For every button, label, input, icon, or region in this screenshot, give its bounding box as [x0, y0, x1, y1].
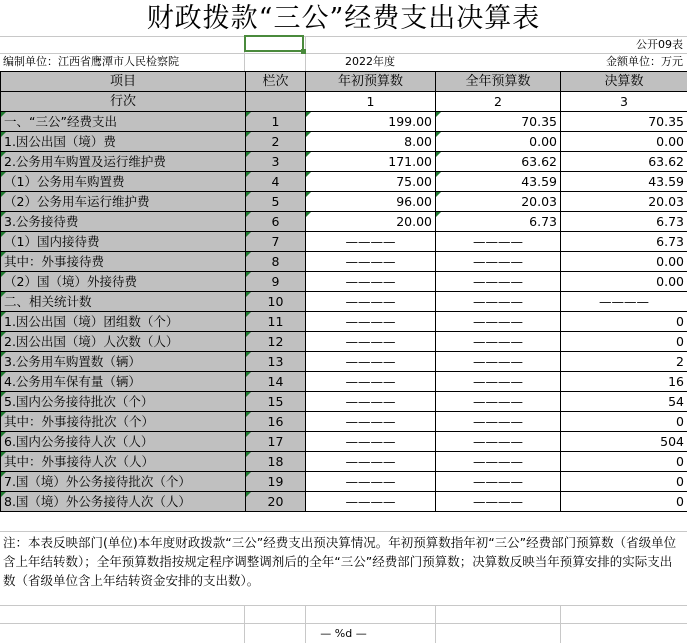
row-item-label[interactable]: 7.国（境）外公务接待批次（个）: [1, 472, 246, 492]
table-row: [1, 292, 687, 312]
row-item-label[interactable]: （1）国内接待费: [1, 232, 246, 252]
table-row: [1, 492, 687, 512]
row-annual-budget[interactable]: ————: [436, 432, 561, 452]
row-annual-budget[interactable]: ————: [436, 412, 561, 432]
page-number-footer: — %d —: [320, 627, 367, 640]
row-initial-budget[interactable]: ————: [306, 412, 436, 432]
row-final-accounts[interactable]: 0: [561, 472, 687, 492]
row-final-accounts[interactable]: 0.00: [561, 272, 687, 292]
column-number-1: 1: [306, 92, 436, 112]
row-initial-budget[interactable]: 75.00: [306, 172, 436, 192]
row-line-number[interactable]: 20: [246, 492, 306, 512]
row-final-accounts[interactable]: 504: [561, 432, 687, 452]
row-initial-budget[interactable]: ————: [306, 272, 436, 292]
table-row: [1, 392, 687, 412]
row-initial-budget[interactable]: ————: [306, 332, 436, 352]
row-line-number[interactable]: 9: [246, 272, 306, 292]
row-annual-budget[interactable]: ————: [436, 452, 561, 472]
row-item-label[interactable]: 1.因公出国（境）费: [1, 132, 246, 152]
row-item-label[interactable]: 1.因公出国（境）团组数（个）: [1, 312, 246, 332]
row-final-accounts[interactable]: 0: [561, 312, 687, 332]
row-final-accounts[interactable]: 16: [561, 372, 687, 392]
header-initial-budget: 年初预算数: [306, 72, 436, 92]
row-annual-budget[interactable]: ————: [436, 472, 561, 492]
row-annual-budget[interactable]: ————: [436, 332, 561, 352]
row-line-number[interactable]: 1: [246, 112, 306, 132]
row-line-number[interactable]: 8: [246, 252, 306, 272]
row-initial-budget[interactable]: ————: [306, 232, 436, 252]
gridline: [0, 53, 687, 54]
row-item-label[interactable]: 2.公务用车购置及运行维护费: [1, 152, 246, 172]
row-item-label[interactable]: （1）公务用车购置费: [1, 172, 246, 192]
row-line-number[interactable]: 6: [246, 212, 306, 232]
row-annual-budget[interactable]: 63.62: [436, 152, 561, 172]
row-final-accounts[interactable]: 43.59: [561, 172, 687, 192]
row-line-number[interactable]: 14: [246, 372, 306, 392]
selected-cell[interactable]: [244, 35, 304, 52]
row-annual-budget[interactable]: 0.00: [436, 132, 561, 152]
table-row: [1, 232, 687, 252]
row-initial-budget[interactable]: 199.00: [306, 112, 436, 132]
table-row: [1, 472, 687, 492]
row-annual-budget[interactable]: ————: [436, 312, 561, 332]
row-initial-budget[interactable]: ————: [306, 372, 436, 392]
row-annual-budget[interactable]: 43.59: [436, 172, 561, 192]
table-note: 注：本表反映部门(单位)本年度财政拨款“三公”经费支出预决算情况。年初预算数指年初“三公”经费部门预算数（省级单位含上年结转数）；全年预算数指按规定程序调整调剂后的全年“三公”经费部门预算数；决算数反映当年预算安排的实际支出数（省级单位含上年结转资金安排的支出数）。: [3, 535, 677, 588]
row-initial-budget[interactable]: ————: [306, 432, 436, 452]
row-line-number[interactable]: 16: [246, 412, 306, 432]
row-final-accounts[interactable]: 0: [561, 492, 687, 512]
gridline: [0, 531, 687, 532]
row-initial-budget[interactable]: 8.00: [306, 132, 436, 152]
row-final-accounts[interactable]: 0: [561, 452, 687, 472]
row-initial-budget[interactable]: ————: [306, 392, 436, 412]
expenditure-table: [0, 71, 687, 512]
row-initial-budget[interactable]: ————: [306, 312, 436, 332]
row-line-number[interactable]: 10: [246, 292, 306, 312]
table-row: [1, 112, 687, 132]
table-row: [1, 132, 687, 152]
row-annual-budget[interactable]: ————: [436, 292, 561, 312]
row-final-accounts[interactable]: 6.73: [561, 232, 687, 252]
row-line-number[interactable]: 18: [246, 452, 306, 472]
row-final-accounts[interactable]: 63.62: [561, 152, 687, 172]
row-initial-budget[interactable]: ————: [306, 492, 436, 512]
row-line-number[interactable]: 17: [246, 432, 306, 452]
row-initial-budget[interactable]: 171.00: [306, 152, 436, 172]
row-initial-budget[interactable]: ————: [306, 352, 436, 372]
header-final-accounts: 决算数: [561, 72, 687, 92]
table-row: [1, 432, 687, 452]
report-year: 2022年度: [345, 55, 395, 68]
row-annual-budget[interactable]: ————: [436, 372, 561, 392]
row-annual-budget[interactable]: 6.73: [436, 212, 561, 232]
row-annual-budget[interactable]: ————: [436, 252, 561, 272]
row-initial-budget[interactable]: 96.00: [306, 192, 436, 212]
row-item-label[interactable]: 5.国内公务接待批次（个）: [1, 392, 246, 412]
gridline: [0, 605, 687, 606]
table-row: [1, 172, 687, 192]
row-final-accounts[interactable]: ————: [561, 292, 687, 312]
table-row: [1, 192, 687, 212]
row-initial-budget[interactable]: ————: [306, 472, 436, 492]
table-row: [1, 372, 687, 392]
column-number-3: 3: [561, 92, 687, 112]
row-item-label[interactable]: 4.公务用车保有量（辆）: [1, 372, 246, 392]
row-item-label[interactable]: 其中：外事接待费: [1, 252, 246, 272]
column-number-2: 2: [436, 92, 561, 112]
header-row-label: 行次: [1, 92, 246, 112]
table-row: [1, 252, 687, 272]
row-final-accounts[interactable]: 0.00: [561, 252, 687, 272]
table-row: [1, 412, 687, 432]
row-final-accounts[interactable]: 54: [561, 392, 687, 412]
header-blank: [246, 92, 306, 112]
row-line-number[interactable]: 3: [246, 152, 306, 172]
compiling-unit: 编制单位：江西省鹰潭市人民检察院: [3, 55, 179, 68]
row-item-label[interactable]: 3.公务用车购置数（辆）: [1, 352, 246, 372]
row-final-accounts[interactable]: 6.73: [561, 212, 687, 232]
row-final-accounts[interactable]: 70.35: [561, 112, 687, 132]
row-initial-budget[interactable]: 20.00: [306, 212, 436, 232]
page-title: 财政拨款“三公”经费支出决算表: [146, 3, 541, 34]
row-item-label[interactable]: 8.国（境）外公务接待人次（人）: [1, 492, 246, 512]
row-annual-budget[interactable]: ————: [436, 232, 561, 252]
row-line-number[interactable]: 4: [246, 172, 306, 192]
row-item-label[interactable]: 6.国内公务接待人次（人）: [1, 432, 246, 452]
row-item-label[interactable]: 二、相关统计数: [1, 292, 246, 312]
row-annual-budget[interactable]: ————: [436, 352, 561, 372]
row-item-label[interactable]: 2.因公出国（境）人次数（人）: [1, 332, 246, 352]
row-item-label[interactable]: （2）国（境）外接待费: [1, 272, 246, 292]
form-code: 公开09表: [636, 38, 683, 51]
row-initial-budget[interactable]: ————: [306, 292, 436, 312]
row-final-accounts[interactable]: 0.00: [561, 132, 687, 152]
header-line: 栏次: [246, 72, 306, 92]
row-line-number[interactable]: 13: [246, 352, 306, 372]
row-item-label[interactable]: 3.公务接待费: [1, 212, 246, 232]
fill-handle[interactable]: [301, 49, 306, 54]
row-line-number[interactable]: 12: [246, 332, 306, 352]
table-row: [1, 332, 687, 352]
table-row: [1, 212, 687, 232]
table-row: [1, 272, 687, 292]
row-line-number[interactable]: 15: [246, 392, 306, 412]
row-line-number[interactable]: 19: [246, 472, 306, 492]
gridline: [0, 36, 687, 37]
row-item-label[interactable]: 一、“三公”经费支出: [1, 112, 246, 132]
row-initial-budget[interactable]: ————: [306, 252, 436, 272]
row-line-number[interactable]: 11: [246, 312, 306, 332]
row-final-accounts[interactable]: 2: [561, 352, 687, 372]
row-item-label[interactable]: （2）公务用车运行维护费: [1, 192, 246, 212]
row-annual-budget[interactable]: 20.03: [436, 192, 561, 212]
row-item-label[interactable]: 其中：外事接待批次（个）: [1, 412, 246, 432]
header-item: 项目: [1, 72, 246, 92]
row-item-label[interactable]: 其中：外事接待人次（人）: [1, 452, 246, 472]
row-annual-budget[interactable]: ————: [436, 392, 561, 412]
row-annual-budget[interactable]: ————: [436, 492, 561, 512]
header-annual-budget: 全年预算数: [436, 72, 561, 92]
row-line-number[interactable]: 7: [246, 232, 306, 252]
row-final-accounts[interactable]: 0: [561, 412, 687, 432]
row-initial-budget[interactable]: ————: [306, 452, 436, 472]
row-annual-budget[interactable]: 70.35: [436, 112, 561, 132]
header-row: [1, 72, 687, 92]
table-row: [1, 452, 687, 472]
table-row: [1, 152, 687, 172]
row-final-accounts[interactable]: 0: [561, 332, 687, 352]
table-row: [1, 312, 687, 332]
row-annual-budget[interactable]: ————: [436, 272, 561, 292]
table-row: [1, 352, 687, 372]
row-final-accounts[interactable]: 20.03: [561, 192, 687, 212]
row-line-number[interactable]: 2: [246, 132, 306, 152]
row-line-number[interactable]: 5: [246, 192, 306, 212]
amount-unit: 金额单位：万元: [606, 55, 683, 68]
column-number-row: [1, 92, 687, 112]
